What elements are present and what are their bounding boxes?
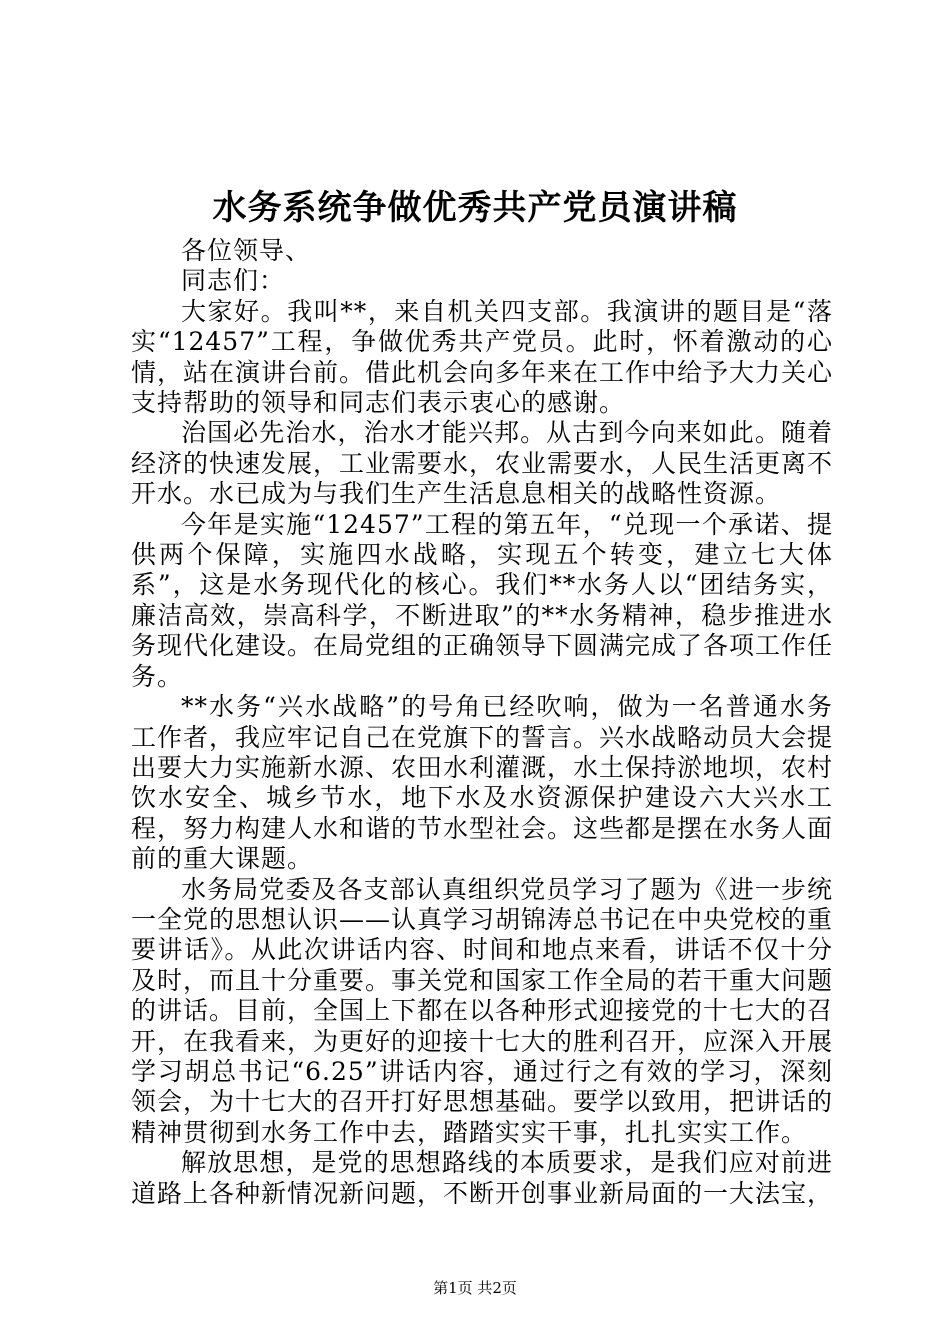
salutation-line: 同志们： [181,266,286,296]
document-title: 水务系统争做优秀共产党员演讲稿 [212,188,738,228]
page-footer: 第1页 共2页 [433,1279,517,1297]
body-paragraph: 今年是实施“12457”工程的第五年，“兑现一个承诺、提供两个保障，实施四水战略，实现五个转变，建立七大体系”，这是水务现代化的核心。我们**水务人以“团结务实，廉洁高效，崇高科学，不断进取”的**水务精神，稳步推进水务现代化建设。在局党组的正确领导下圆满完成了各项工作任务。 [131,509,834,691]
salutation-line: 各位领导、 [181,236,312,265]
body-paragraph: **水务“兴水战略”的号角已经吹响，做为一名普通水务工作者，我应牢记自己在党旗下的誓言。兴水战略动员大会提出要大力实施新水源、农田水利灌溉，水土保持淤地坝，农村饮水安全、城乡节水，地下水及水资源保护建设六大兴水工程，努力构建人水和谐的节水型社会。这些都是摆在水务人面前的重大课题。 [131,692,834,874]
document-body [131,236,833,1209]
body-paragraph: 水务局党委及各支部认真组织党员学习了题为《进一步统一全党的思想认识——认真学习胡锦涛总书记在中央党校的重要讲话》。从此次讲话内容、时间和地点来看，讲话不仅十分及时，而且十分重要。事关党和国家工作全局的若干重大问题的讲话。目前，全国上下都在以各种形式迎接党的十七大的召开，在我看来，为更好的迎接十七大的胜利召开，应深入开展学习胡总书记“6.25”讲话内容，通过行之有效的学习，深刻领会，为十七大的召开打好思想基础。要学以致用，把讲话的精神贯彻到水务工作中去，踏踏实实干事，扎扎实实工作。 [131,874,834,1147]
body-paragraph: 大家好。我叫**，来自机关四支部。我演讲的题目是“落实“12457”工程，争做优秀共产党员。此时，怀着激动的心情，站在演讲台前。借此机会向多年来在工作中给予大力关心支持帮助的领导和同志们表示衷心的感谢。 [131,296,834,418]
body-paragraph: 解放思想，是党的思想路线的本质要求，是我们应对前进道路上各种新情况新问题，不断开创事业新局面的一大法宝， [131,1148,834,1208]
body-paragraph: 治国必先治水，治水才能兴邦。从古到今向来如此。随着经济的快速发展，工业需要水，农业需要水，人民生活更离不开水。水已成为与我们生产生活息息相关的战略性资源。 [131,418,834,509]
